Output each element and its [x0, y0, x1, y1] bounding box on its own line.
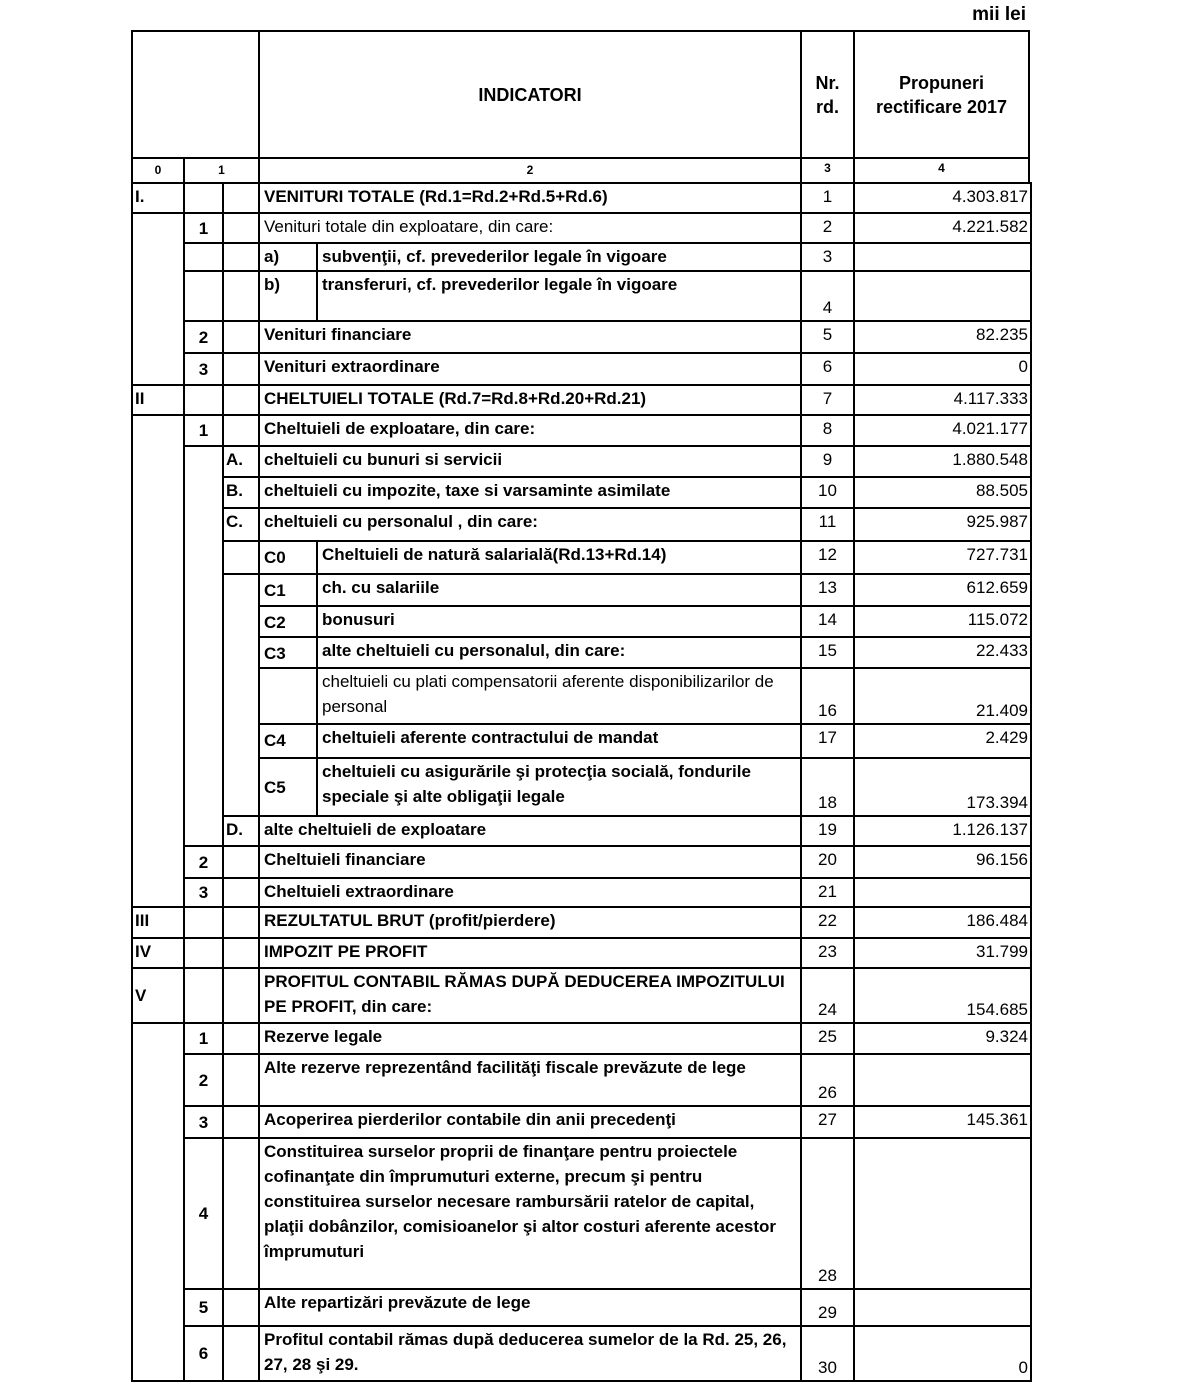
subsection-number: 1 — [183, 212, 224, 244]
row-value — [853, 270, 1032, 322]
subsection-number: 2 — [183, 845, 224, 879]
col2-blank — [222, 967, 260, 1024]
indicator-label: Venituri financiare — [258, 320, 802, 354]
indicator-label: ch. cu salariile — [316, 573, 802, 607]
row-value — [853, 242, 1032, 272]
indicator-label: Constituirea surselor proprii de finanţare pentru proiectele cofinanţate din împrumuturi externe, precum şi pentru constituirea surselor necesare rambursării ratelor de capital, plaţii dobânzilor, comisioanelor şi altor costuri aferente acestor împrumuturi — [258, 1137, 802, 1290]
budget-table — [131, 30, 1030, 1380]
row-value — [853, 1053, 1032, 1107]
row-number: 29 — [800, 1288, 855, 1327]
item-letter: C3 — [258, 636, 318, 669]
subsection-number: 2 — [183, 320, 224, 354]
indicator-label: cheltuieli cu bunuri si servicii — [258, 445, 802, 478]
row-value: 22.433 — [853, 636, 1032, 669]
row-value: 4.221.582 — [853, 212, 1032, 244]
col2-blank — [222, 212, 260, 244]
row-number: 15 — [800, 636, 855, 669]
row-number: 24 — [800, 967, 855, 1024]
row-number: 20 — [800, 845, 855, 879]
item-letter: D. — [222, 815, 260, 847]
subsection-number: 4 — [183, 1137, 224, 1290]
col2-blank — [222, 352, 260, 386]
row-number: 1 — [800, 182, 855, 214]
row-value — [853, 1288, 1032, 1327]
col2-blank — [222, 1053, 260, 1107]
row-value: 115.072 — [853, 605, 1032, 638]
col2-blank — [222, 384, 260, 416]
row-number: 18 — [800, 757, 855, 817]
subsection-indent-col1 — [183, 445, 224, 847]
indicator-label: cheltuieli aferente contractului de mandat — [316, 723, 802, 759]
indicator-label: IMPOZIT PE PROFIT — [258, 937, 802, 969]
row-value: 96.156 — [853, 845, 1032, 879]
section-indent-col0 — [131, 1022, 185, 1382]
letter-indent-col2 — [222, 573, 260, 817]
col-number-2: 2 — [258, 157, 802, 184]
indicator-label: VENITURI TOTALE (Rd.1=Rd.2+Rd.5+Rd.6) — [258, 182, 802, 214]
row-number: 17 — [800, 723, 855, 759]
row-value: 9.324 — [853, 1022, 1032, 1055]
col2-blank — [222, 1288, 260, 1327]
subsection-number: 3 — [183, 877, 224, 908]
row-number: 7 — [800, 384, 855, 416]
row-value — [853, 1137, 1032, 1290]
col1-blank — [183, 182, 224, 214]
item-letter: C4 — [258, 723, 318, 759]
row-number: 16 — [800, 667, 855, 725]
row-number: 12 — [800, 540, 855, 575]
section-number: I. — [131, 182, 185, 214]
col-number-1: 1 — [183, 157, 260, 184]
row-number: 4 — [800, 270, 855, 322]
col2-blank — [222, 182, 260, 214]
indicator-label: Alte repartizări prevăzute de lege — [258, 1288, 802, 1327]
row-value: 727.731 — [853, 540, 1032, 575]
indicator-label: cheltuieli cu plati compensatorii aferente disponibilizarilor de personal — [316, 667, 802, 725]
row-value: 4.021.177 — [853, 414, 1032, 447]
indicator-label: REZULTATUL BRUT (profit/pierdere) — [258, 906, 802, 939]
item-letter: B. — [222, 476, 260, 509]
section-indent-col0 — [131, 212, 185, 386]
indicator-label: alte cheltuieli de exploatare — [258, 815, 802, 847]
section-number: IV — [131, 937, 185, 969]
col-number-4: 4 — [853, 157, 1030, 184]
row-value: 88.505 — [853, 476, 1032, 509]
col2-blank — [222, 270, 260, 322]
col2-blank — [222, 906, 260, 939]
indicator-label: cheltuieli cu asigurările şi protecţia socială, fondurile speciale şi alte obligaţii legale — [316, 757, 802, 817]
indicator-label: Cheltuieli extraordinare — [258, 877, 802, 908]
indicator-label: Alte rezerve reprezentând facilităţi fiscale prevăzute de lege — [258, 1053, 802, 1107]
row-value: 0 — [853, 352, 1032, 386]
section-number: V — [131, 967, 185, 1024]
header-value-column: Propuneri rectificare 2017 — [853, 30, 1030, 159]
row-number: 9 — [800, 445, 855, 478]
row-number: 3 — [800, 242, 855, 272]
row-number: 5 — [800, 320, 855, 354]
indicator-label: Profitul contabil rămas după deducerea sumelor de la Rd. 25, 26, 27, 28 şi 29. — [258, 1325, 802, 1382]
row-value: 612.659 — [853, 573, 1032, 607]
row-number: 8 — [800, 414, 855, 447]
col1-blank — [183, 242, 224, 272]
col1-blank — [183, 967, 224, 1024]
row-value: 82.235 — [853, 320, 1032, 354]
item-letter: C0 — [258, 540, 318, 575]
item-letter: a) — [258, 242, 318, 272]
row-value: 31.799 — [853, 937, 1032, 969]
col2-blank — [222, 540, 260, 575]
row-number: 26 — [800, 1053, 855, 1107]
row-value: 145.361 — [853, 1105, 1032, 1139]
indicator-label: subvenţii, cf. prevederilor legale în vigoare — [316, 242, 802, 272]
row-number: 21 — [800, 877, 855, 908]
item-letter: C5 — [258, 757, 318, 817]
row-number: 25 — [800, 1022, 855, 1055]
col2-blank — [222, 1105, 260, 1139]
col-number-0: 0 — [131, 157, 185, 184]
row-number: 27 — [800, 1105, 855, 1139]
col1-blank — [183, 270, 224, 322]
row-value: 186.484 — [853, 906, 1032, 939]
row-value: 1.126.137 — [853, 815, 1032, 847]
item-letter: A. — [222, 445, 260, 478]
unit-label: mii lei — [972, 4, 1026, 25]
header-row-number: Nr. rd. — [800, 30, 855, 159]
indicator-label: PROFITUL CONTABIL RĂMAS DUPĂ DEDUCEREA IMPOZITULUI PE PROFIT, din care: — [258, 967, 802, 1024]
row-value: 21.409 — [853, 667, 1032, 725]
row-number: 2 — [800, 212, 855, 244]
indicator-label: Rezerve legale — [258, 1022, 802, 1055]
section-number: III — [131, 906, 185, 939]
row-value: 2.429 — [853, 723, 1032, 759]
indicator-label: Venituri totale din exploatare, din care: — [258, 212, 802, 244]
col1-blank — [183, 937, 224, 969]
subsection-number: 5 — [183, 1288, 224, 1327]
item-letter: b) — [258, 270, 318, 322]
indicator-label: Cheltuieli de natură salarială(Rd.13+Rd.14) — [316, 540, 802, 575]
indicator-label: Cheltuieli de exploatare, din care: — [258, 414, 802, 447]
col2-blank — [222, 414, 260, 447]
subsection-number: 2 — [183, 1053, 224, 1107]
row-value: 173.394 — [853, 757, 1032, 817]
col1-blank — [183, 384, 224, 416]
row-number: 28 — [800, 1137, 855, 1290]
row-number: 22 — [800, 906, 855, 939]
col2-blank — [222, 845, 260, 879]
col1-blank — [183, 906, 224, 939]
indicator-label: cheltuieli cu impozite, taxe si varsaminte asimilate — [258, 476, 802, 509]
row-value: 1.880.548 — [853, 445, 1032, 478]
row-number: 10 — [800, 476, 855, 509]
row-number: 13 — [800, 573, 855, 607]
col2-blank — [222, 937, 260, 969]
row-value: 154.685 — [853, 967, 1032, 1024]
subsection-number: 1 — [183, 1022, 224, 1055]
row-value: 0 — [853, 1325, 1032, 1382]
subsection-number: 3 — [183, 1105, 224, 1139]
row-value: 4.117.333 — [853, 384, 1032, 416]
row-number: 11 — [800, 507, 855, 542]
col2-blank — [222, 1325, 260, 1382]
subsection-number: 6 — [183, 1325, 224, 1382]
item-letter — [258, 667, 318, 725]
row-number: 6 — [800, 352, 855, 386]
header-blank — [131, 30, 260, 159]
row-number: 19 — [800, 815, 855, 847]
row-number: 30 — [800, 1325, 855, 1382]
row-number: 23 — [800, 937, 855, 969]
indicator-label: Venituri extraordinare — [258, 352, 802, 386]
indicator-label: alte cheltuieli cu personalul, din care: — [316, 636, 802, 669]
item-letter: C. — [222, 507, 260, 542]
col2-blank — [222, 1137, 260, 1290]
col-number-3: 3 — [800, 157, 855, 184]
col2-blank — [222, 877, 260, 908]
row-value: 925.987 — [853, 507, 1032, 542]
col2-blank — [222, 320, 260, 354]
item-letter: C1 — [258, 573, 318, 607]
section-number: II — [131, 384, 185, 416]
header-indicators: INDICATORI — [258, 30, 802, 159]
indicator-label: bonusuri — [316, 605, 802, 638]
subsection-number: 1 — [183, 414, 224, 447]
row-number: 14 — [800, 605, 855, 638]
indicator-label: Acoperirea pierderilor contabile din anii precedenţi — [258, 1105, 802, 1139]
row-value: 4.303.817 — [853, 182, 1032, 214]
indicator-label: Cheltuieli financiare — [258, 845, 802, 879]
item-letter: C2 — [258, 605, 318, 638]
subsection-number: 3 — [183, 352, 224, 386]
col2-blank — [222, 1022, 260, 1055]
row-value — [853, 877, 1032, 908]
indicator-label: CHELTUIELI TOTALE (Rd.7=Rd.8+Rd.20+Rd.21) — [258, 384, 802, 416]
indicator-label: transferuri, cf. prevederilor legale în vigoare — [316, 270, 802, 322]
section-indent-col0 — [131, 414, 185, 908]
col2-blank — [222, 242, 260, 272]
indicator-label: cheltuieli cu personalul , din care: — [258, 507, 802, 542]
